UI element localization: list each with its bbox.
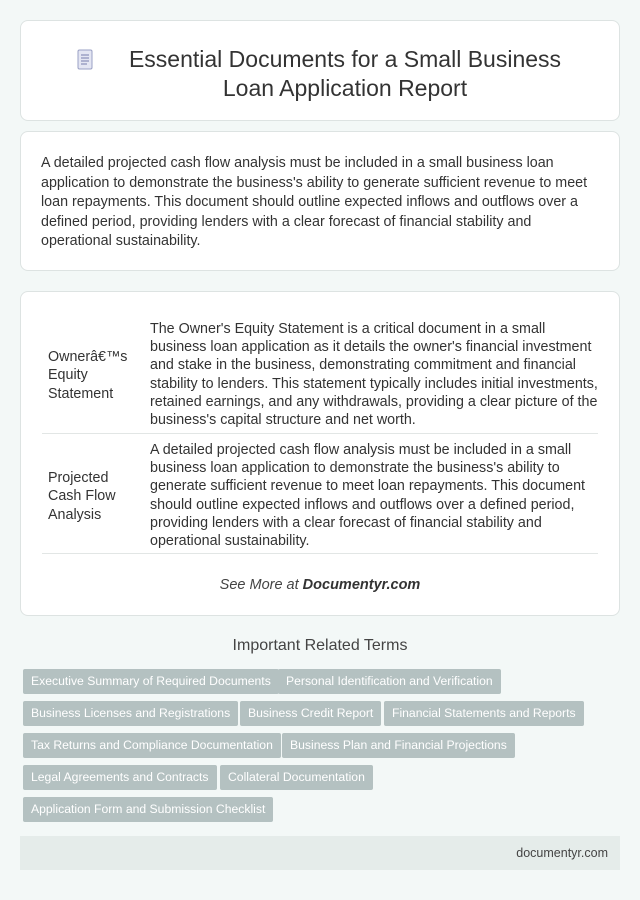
document-name: Ownerâ€™s Equity Statement [48, 349, 128, 402]
related-term-tag[interactable]: Executive Summary of Required Documents [23, 669, 279, 694]
related-term-tag[interactable]: Personal Identification and Verification [278, 669, 501, 694]
summary-card [20, 131, 620, 271]
title-card [20, 20, 620, 121]
related-term-tag[interactable]: Business Licenses and Registrations [23, 701, 238, 726]
see-more-link[interactable] [21, 577, 619, 593]
related-terms-heading: Important Related Terms [232, 637, 408, 654]
table-row [42, 314, 598, 434]
related-term-tag[interactable]: Collateral Documentation [220, 765, 373, 790]
page-title: Essential Documents for a Small Business Loan Application Report [128, 46, 562, 101]
footer-site[interactable]: documentyr.com [516, 846, 608, 860]
document-description: A detailed projected cash flow analysis must be included in a small business loan application to demonstrate the business's ability to generate sufficient revenue to meet loan repayments. This document should outline expected inflows and outflows over a defined period, providing lenders with a clear forecast of financial stability and operational sustainability. [150, 442, 585, 550]
related-term-tag[interactable]: Business Credit Report [240, 701, 381, 726]
see-more-prefix: See More at [219, 577, 303, 593]
related-term-tag[interactable]: Application Form and Submission Checklist [23, 797, 273, 822]
footer-bar [20, 836, 620, 870]
related-term-tag[interactable]: Financial Statements and Reports [384, 701, 584, 726]
document-description: The Owner's Equity Statement is a critical document in a small business loan application as it details the owner's financial investment and stake in the business, demonstrating commitment and financial stability to lenders. This statement typically includes initial investments, retained earnings, and any withdrawals, providing a clear picture of the business's capital structure and net worth. [150, 321, 598, 429]
see-more-site[interactable]: Documentyr.com [302, 577, 421, 593]
related-term-tag[interactable]: Tax Returns and Compliance Documentation [23, 733, 281, 758]
document-name: Projected Cash Flow Analysis [48, 470, 116, 523]
related-term-tag[interactable]: Business Plan and Financial Projections [282, 733, 515, 758]
related-term-tag[interactable]: Legal Agreements and Contracts [23, 765, 217, 790]
table-row [42, 435, 598, 554]
documents-table [20, 291, 620, 616]
summary-paragraph: A detailed projected cash flow analysis must be included in a small business loan application to demonstrate the business's ability to generate sufficient revenue to meet loan repayments. This document should outline expected inflows and outflows over a defined period, providing lenders with a clear forecast of financial stability and operational sustainability. [41, 155, 588, 250]
